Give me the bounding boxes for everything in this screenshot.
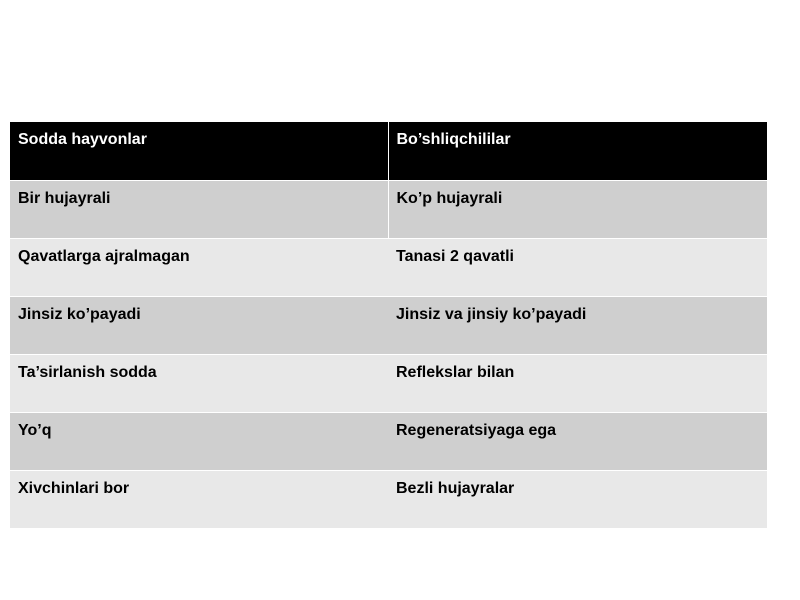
table-body <box>10 180 767 528</box>
table-cell: Jinsiz va jinsiy ko’payadi <box>388 296 767 354</box>
table-cell: Ko’p hujayrali <box>388 180 767 238</box>
table-row <box>10 354 767 412</box>
table-cell: Tanasi 2 qavatli <box>388 238 767 296</box>
table-header <box>10 122 767 180</box>
table-row <box>10 412 767 470</box>
table-cell: Regeneratsiyaga ega <box>388 412 767 470</box>
table-row <box>10 470 767 528</box>
table-cell: Bezli hujayralar <box>388 470 767 528</box>
table-header-row <box>10 122 767 180</box>
table-cell: Xivchinlari bor <box>10 470 388 528</box>
table-row <box>10 238 767 296</box>
comparison-table <box>10 122 767 528</box>
table-cell: Qavatlarga ajralmagan <box>10 238 388 296</box>
table-cell: Ta’sirlanish sodda <box>10 354 388 412</box>
table-cell: Reflekslar bilan <box>388 354 767 412</box>
table-row <box>10 180 767 238</box>
table-cell: Jinsiz ko’payadi <box>10 296 388 354</box>
header-cell-protozoa: Sodda hayvonlar <box>10 122 388 180</box>
table-cell: Yo’q <box>10 412 388 470</box>
header-cell-cnidarians: Bo’shliqchililar <box>388 122 767 180</box>
table-cell: Bir hujayrali <box>10 180 388 238</box>
table-row <box>10 296 767 354</box>
